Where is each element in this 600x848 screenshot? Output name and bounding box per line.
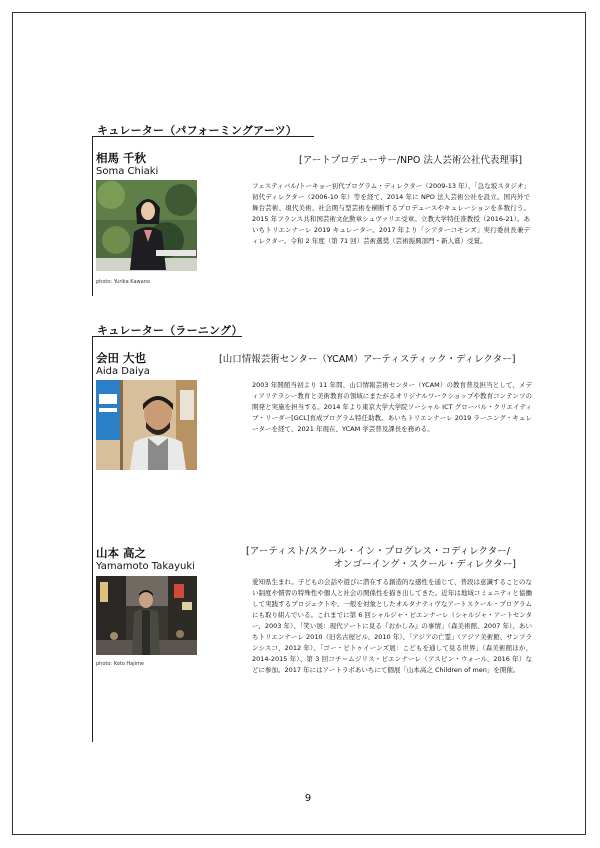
person-bio: 2003 年開館当初より 11 年間、山口情報芸術センター（YCAM）の教育普及担当として、メディアリテラシー教育と美術教育の領域にまたがるオリジナルワークショップや教育コンテンツの開発と実施を担当する。2014 年より東京大学大学院ソーシャル ICT グローバル・クリエイティブ・リーダー[GCL]育成プログラム特任助教。あいちトリエンナーレ 2019 ラーニング・キュレーターを経て、2021 年現在、YCAM 学芸普及課長を務める。 — [252, 381, 532, 433]
section-vertical-rule — [92, 136, 93, 296]
person-name-en: Aida Daiya — [96, 366, 150, 377]
person-role: [アートプロデューサー/NPO 法人芸術公社代表理事] — [299, 155, 523, 166]
section-heading-learning: キュレーター（ラーニング） — [97, 324, 243, 337]
person-bio: 愛知県生まれ。子どもの会話や遊びに潜在する創造的な感性を通じて、普段は意識することのない制度や慣習の特殊性や個人と社会の関係性を描き出してきた。近年は地域コミュニティと協働して実践するプロジェクトや、一般を対象としたオルタナティヴなアートスクール・プログラムにも取り組んでいる。これまでに第 6 回シャルジャ・ビエンナーレ（シャルジャ・アートセンター、2003 年）、「笑い展：現代アートに見る『おかしみ』の事情」（森美術館、2007 年）、あいちトリエンナーレ 2010（旧名古屋ビル、2010 年）、「アジアの亡霊」（アジア美術館、サンフランシスコ、2012 年）、「ゴー・ビトゥイーンズ展：こどもを通して見る世界」（森美術館ほか、2014-2015 年）、第 3 回コチ＝ムジリス・ビエンナーレ（アスピン・ウォール、2016 年）などに参加。2017 年にはアートラボあいちにて個展「山本高之 Children of men」を開催。 — [252, 578, 532, 674]
person-name-ja: 相馬 千秋 — [96, 151, 147, 165]
section-heading-performing-arts: キュレーター（パフォーミングアーツ） — [97, 124, 298, 137]
person-name-en: Yamamoto Takayuki — [96, 561, 195, 572]
person-name-ja: 山本 高之 — [96, 546, 147, 560]
person-name-en: Soma Chiaki — [96, 166, 159, 177]
portrait-photo — [96, 576, 197, 655]
page-number: 9 — [304, 793, 312, 804]
portrait-photo — [96, 380, 197, 470]
person-bio: フェスティバル/トーキョー初代プログラム・ディレクター（2009-13 年）、「急な坂スタジオ」初代ディレクター（2006-10 年）等を経て、2014 年に NPO 法人芸術公社を設立。国内外で舞台芸術、現代美術、社会関与型芸術を横断するプロデュースやキュレーションを多数行う。2015 年フランス共和国芸術文化勲章シュヴァリエ受章。立教大学特任准教授（2016-21）。あいちトリエンナーレ 2019 キュレーター。2017 年より「シアターコモンズ」実行委員長兼ディレクター。令和 2 年度（第 71 回）芸術選奨（芸術振興部門・新人賞）受賞。 — [252, 182, 530, 245]
portrait-photo-image — [96, 576, 197, 655]
photo-credit: photo: Koto Hajime — [96, 661, 144, 667]
photo-credit: photo: Yurika Kawano — [96, 279, 150, 285]
portrait-photo-image — [96, 380, 197, 470]
person-name-ja: 会田 大也 — [96, 351, 147, 365]
portrait-photo-image — [96, 180, 197, 271]
section-heading-underline — [92, 336, 242, 337]
section-heading-underline — [92, 136, 314, 137]
person-role: [山口情報芸術センター（YCAM）アーティスティック・ディレクター] — [219, 354, 516, 365]
section-vertical-rule — [92, 336, 93, 742]
portrait-photo — [96, 180, 197, 271]
person-role-line-1: [アーティスト/スクール・イン・プログレス・コディレクター/ — [246, 546, 510, 557]
person-role-line-2: オンゴーイング・スクール・ディレクター] — [333, 559, 516, 570]
